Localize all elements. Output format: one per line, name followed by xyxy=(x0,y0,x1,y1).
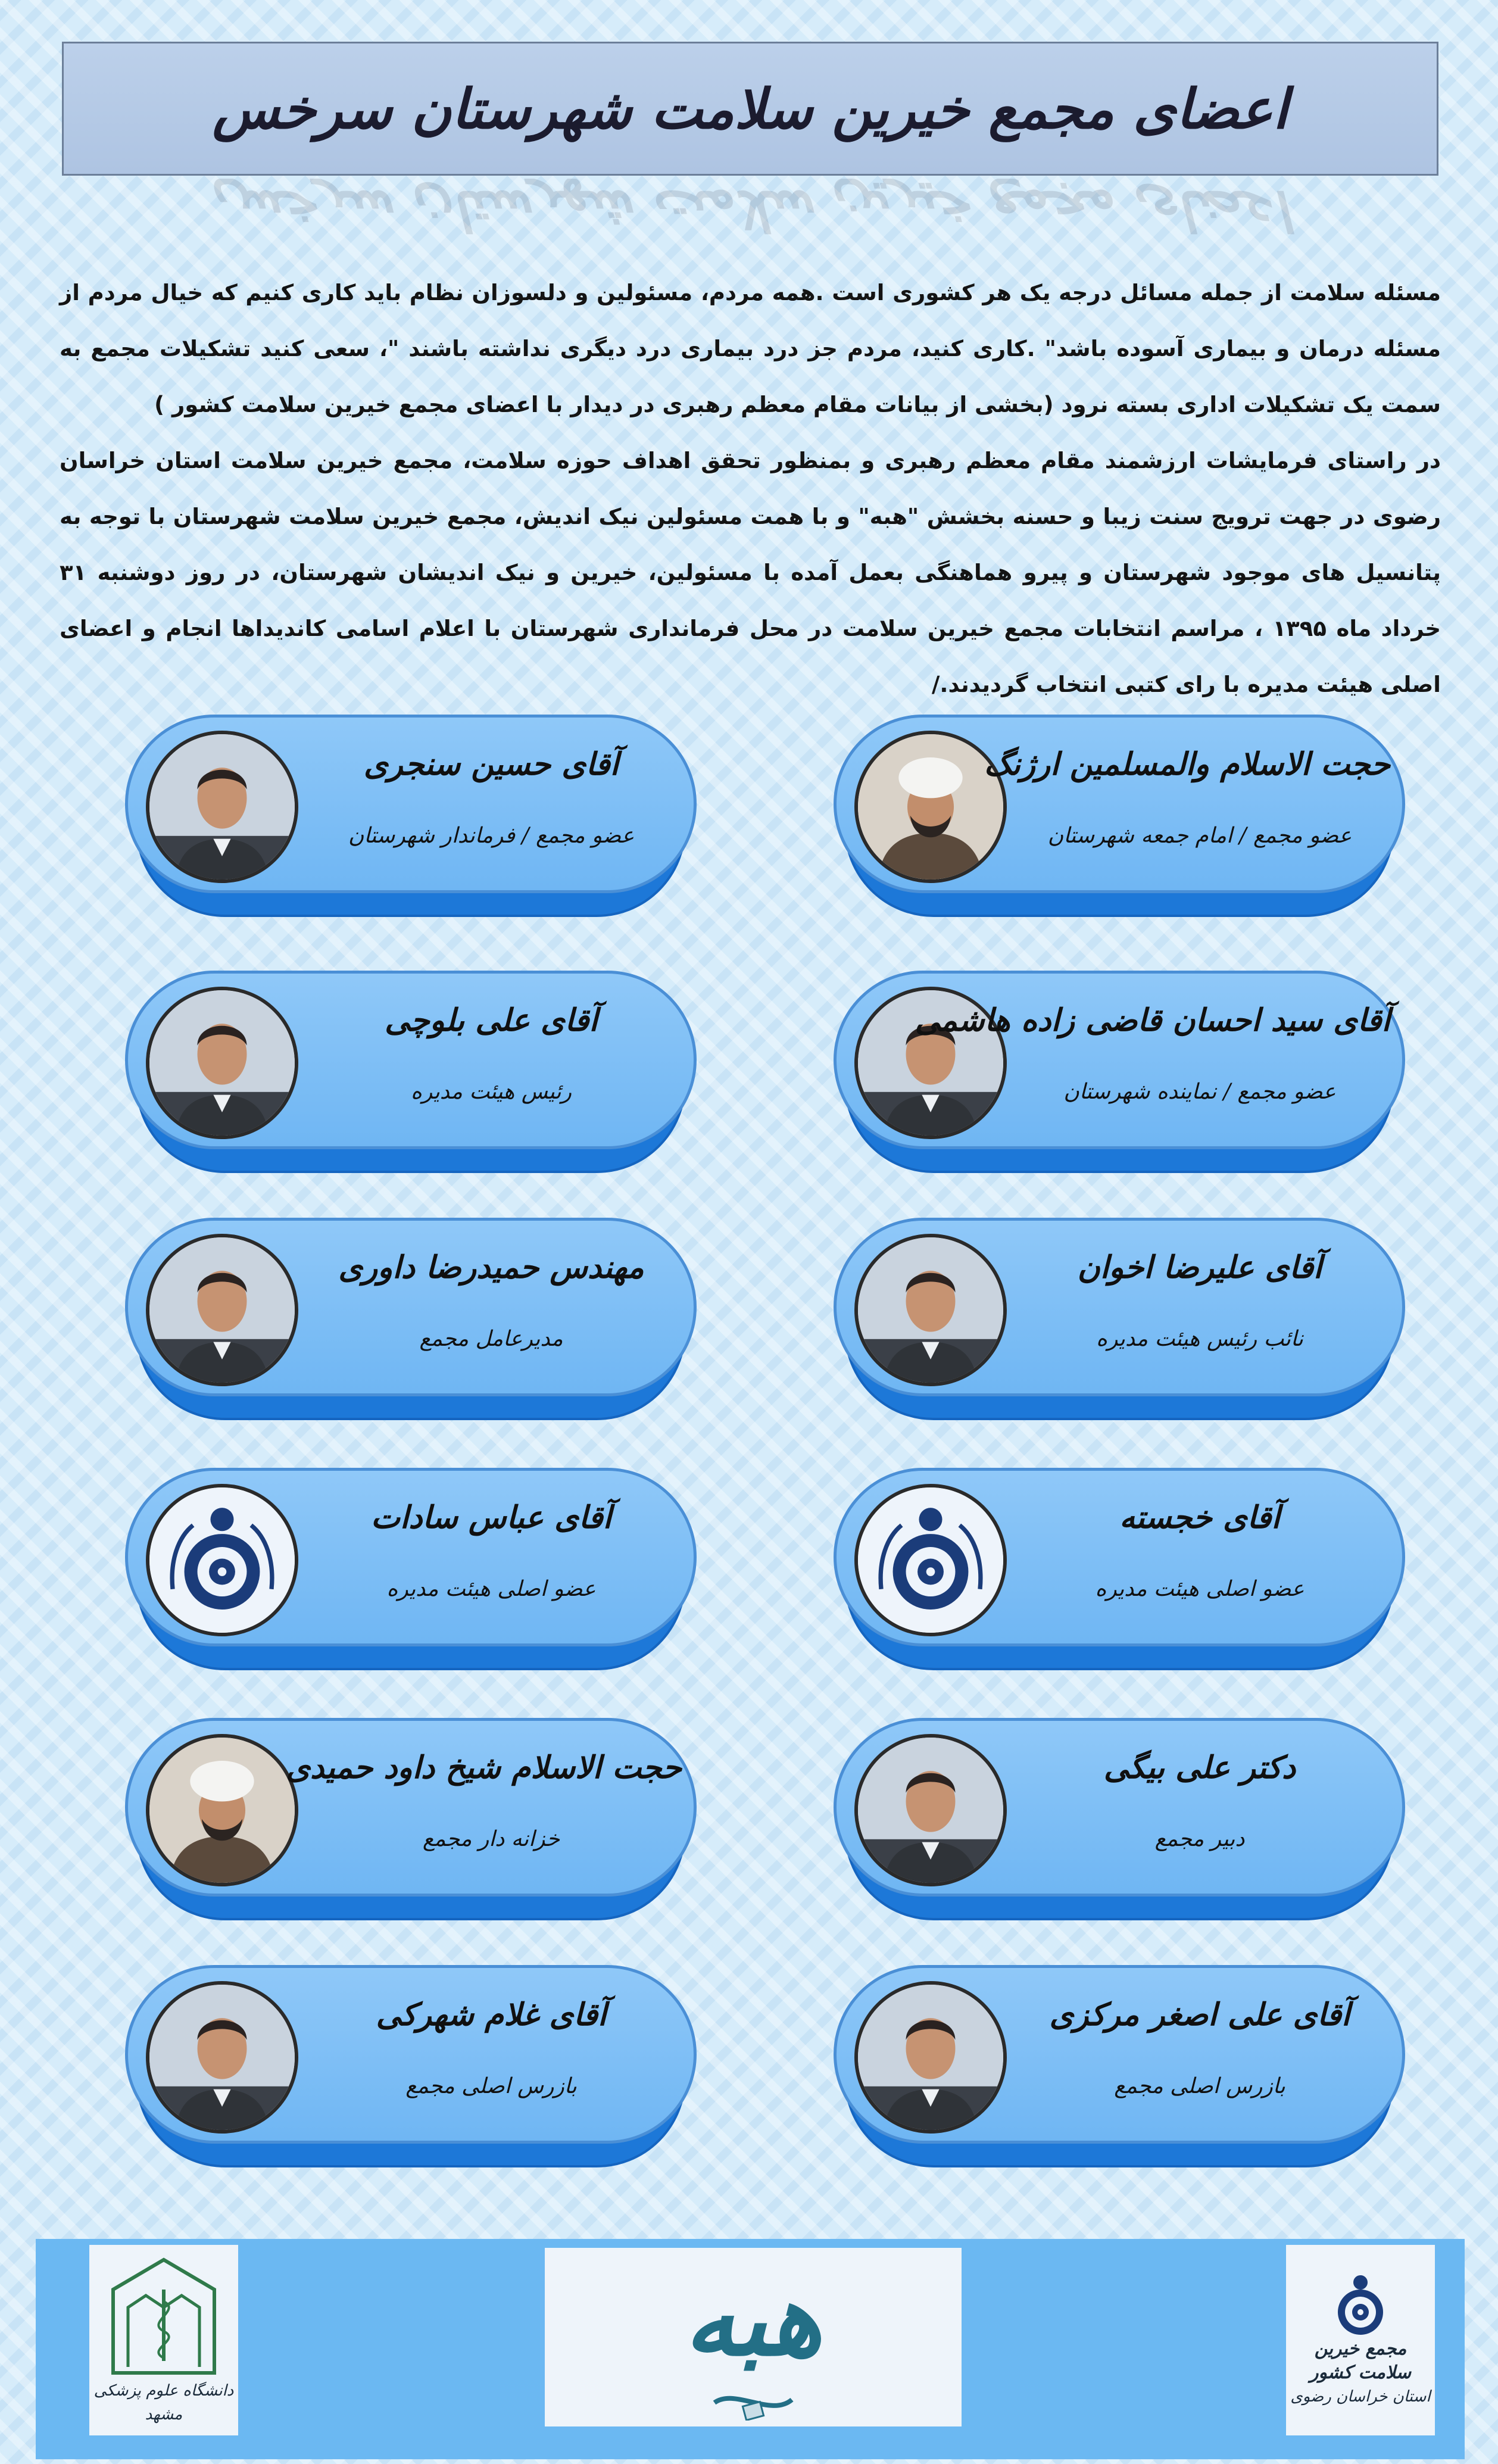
association-emblem-icon xyxy=(146,1484,298,1636)
member-name: مهندس حمیدرضا داوری xyxy=(338,1249,644,1286)
member-role: نائب رئیس هیئت مدیره xyxy=(1096,1327,1303,1351)
card-body xyxy=(125,1218,697,1396)
heba-logo-text: هبه xyxy=(684,2260,823,2379)
member-photo xyxy=(854,1981,1007,2134)
university-logo xyxy=(89,2245,238,2435)
member-role: مدیرعامل مجمع xyxy=(419,1327,563,1351)
member-card xyxy=(834,715,1405,917)
member-role: عضو مجمع / نماینده شهرستان xyxy=(1063,1080,1336,1104)
charity-association-logo xyxy=(1286,2245,1435,2435)
member-name: حجت الاسلام شیخ داود حمیدی xyxy=(286,1749,682,1786)
title-reflection xyxy=(62,179,1438,262)
card-body xyxy=(834,1965,1405,2144)
member-card xyxy=(834,1718,1405,1920)
card-body xyxy=(125,971,697,1149)
intro-text xyxy=(60,265,1441,713)
member-role: عضو مجمع / امام جمعه شهرستان xyxy=(1047,824,1352,848)
member-card xyxy=(125,1218,697,1420)
member-photo xyxy=(146,1234,298,1386)
member-role: عضو مجمع / فرماندار شهرستان xyxy=(348,824,635,848)
member-photo xyxy=(146,1734,298,1886)
association-emblem-icon xyxy=(854,1484,1007,1636)
member-photo xyxy=(854,1734,1007,1886)
member-role: عضو اصلی هیئت مدیره xyxy=(1095,1577,1304,1601)
heba-ribbon-icon xyxy=(711,2385,795,2421)
member-role: رئیس هیئت مدیره xyxy=(410,1080,572,1104)
member-name: آقای خجسته xyxy=(1119,1499,1280,1536)
member-card xyxy=(125,715,697,917)
member-name: آقای عباس سادات xyxy=(370,1499,612,1536)
member-photo xyxy=(854,1234,1007,1386)
member-photo xyxy=(146,1981,298,2134)
member-name: آقای حسین سنجری xyxy=(363,746,619,782)
member-card xyxy=(125,1718,697,1920)
member-name: آقای سید احسان قاضی زاده هاشمی xyxy=(915,1002,1390,1038)
card-body xyxy=(834,1218,1405,1396)
intro-paragraph-2: در راستای فرمایشات ارزشمند مقام معظم رهبری و بمنظور تحقق اهداف حوزه سلامت، مجمع خیرین سلامت استان خراسان رضوی در جهت ترویج سنت زیبا و حسنه بخشش "هبه" و با همت مسئولین نیک اندیش، مجمع خیرین سلامت شهرستان با توجه به پتانسیل های موجود شهرستان و پیرو هماهنگی بعمل آمده با مسئولین، خیرین و نیک اندیشان شهرستان، در روز دوشنبه ۳۱ خرداد ماه ۱۳۹۵ ، مراسم انتخابات مجمع خیرین سلامت در محل فرمانداری شهرستان با اعلام اسامی کاندیداها انجام و اعضای اصلی هیئت مدیره با رای کتبی انتخاب گردیدند./ xyxy=(60,448,1441,697)
heba-logo xyxy=(545,2248,962,2426)
intro-paragraph-1: مسئله سلامت از جمله مسائل درجه یک هر کشوری است .همه مردم، مسئولین و دلسوزان نظام باید کاری کنیم که خیال مردم از مسئله درمان و بیماری آسوده باشد" .کاری کنید، مردم جز درد بیماری درد دیگری نداشته باشند "، سعی کنید تشکیلات مجمع به سمت یک تشکیلات اداری بسته نرود (بخشی از بیانات مقام معظم رهبری در دیدار با اعضای مجمع خیرین سلامت کشور ) xyxy=(60,280,1441,417)
province-caption: استان خراسان رضوی xyxy=(1290,2388,1431,2406)
member-name: آقای علیرضا اخوان xyxy=(1077,1249,1322,1286)
member-photo xyxy=(146,731,298,883)
member-card xyxy=(834,971,1405,1173)
card-body xyxy=(125,1718,697,1897)
member-card xyxy=(125,1468,697,1670)
card-body xyxy=(834,1468,1405,1646)
member-card xyxy=(834,1218,1405,1420)
member-card xyxy=(834,1965,1405,2167)
title-banner xyxy=(62,42,1438,176)
member-card xyxy=(125,971,697,1173)
member-role: بازرس اصلی مجمع xyxy=(1114,2074,1285,2098)
card-body xyxy=(125,1965,697,2144)
member-name: آقای غلام شهرکی xyxy=(376,1997,607,2033)
member-photo xyxy=(146,987,298,1139)
member-name: حجت الاسلام والمسلمین ارژنگ xyxy=(984,746,1390,782)
member-card xyxy=(125,1965,697,2167)
association-emblem-icon xyxy=(1328,2272,1393,2337)
member-role: دبیر مجمع xyxy=(1154,1827,1245,1851)
association-caption: مجمع خیرین سلامت کشور xyxy=(1309,2338,1412,2383)
card-body xyxy=(125,715,697,893)
page-title: اعضای مجمع خیرین سلامت شهرستان سرخس xyxy=(212,76,1288,141)
member-role: بازرس اصلی مجمع xyxy=(405,2074,577,2098)
card-body xyxy=(834,971,1405,1149)
card-body xyxy=(125,1468,697,1646)
member-name: دکتر علی بیگی xyxy=(1103,1749,1296,1786)
card-body xyxy=(834,1718,1405,1897)
card-body xyxy=(834,715,1405,893)
university-caption: دانشگاه علوم پزشکی مشهد xyxy=(93,2382,234,2424)
title-reflection-text: اعضای مجمع خیرین سلامت شهرستان سرخس xyxy=(212,179,1288,243)
member-role: خزانه دار مجمع xyxy=(422,1827,560,1851)
member-name: آقای علی اصغر مرکزی xyxy=(1049,1997,1350,2033)
member-card xyxy=(834,1468,1405,1670)
university-emblem-icon xyxy=(104,2254,223,2379)
member-role: عضو اصلی هیئت مدیره xyxy=(386,1577,596,1601)
member-name: آقای علی بلوچی xyxy=(385,1002,598,1038)
